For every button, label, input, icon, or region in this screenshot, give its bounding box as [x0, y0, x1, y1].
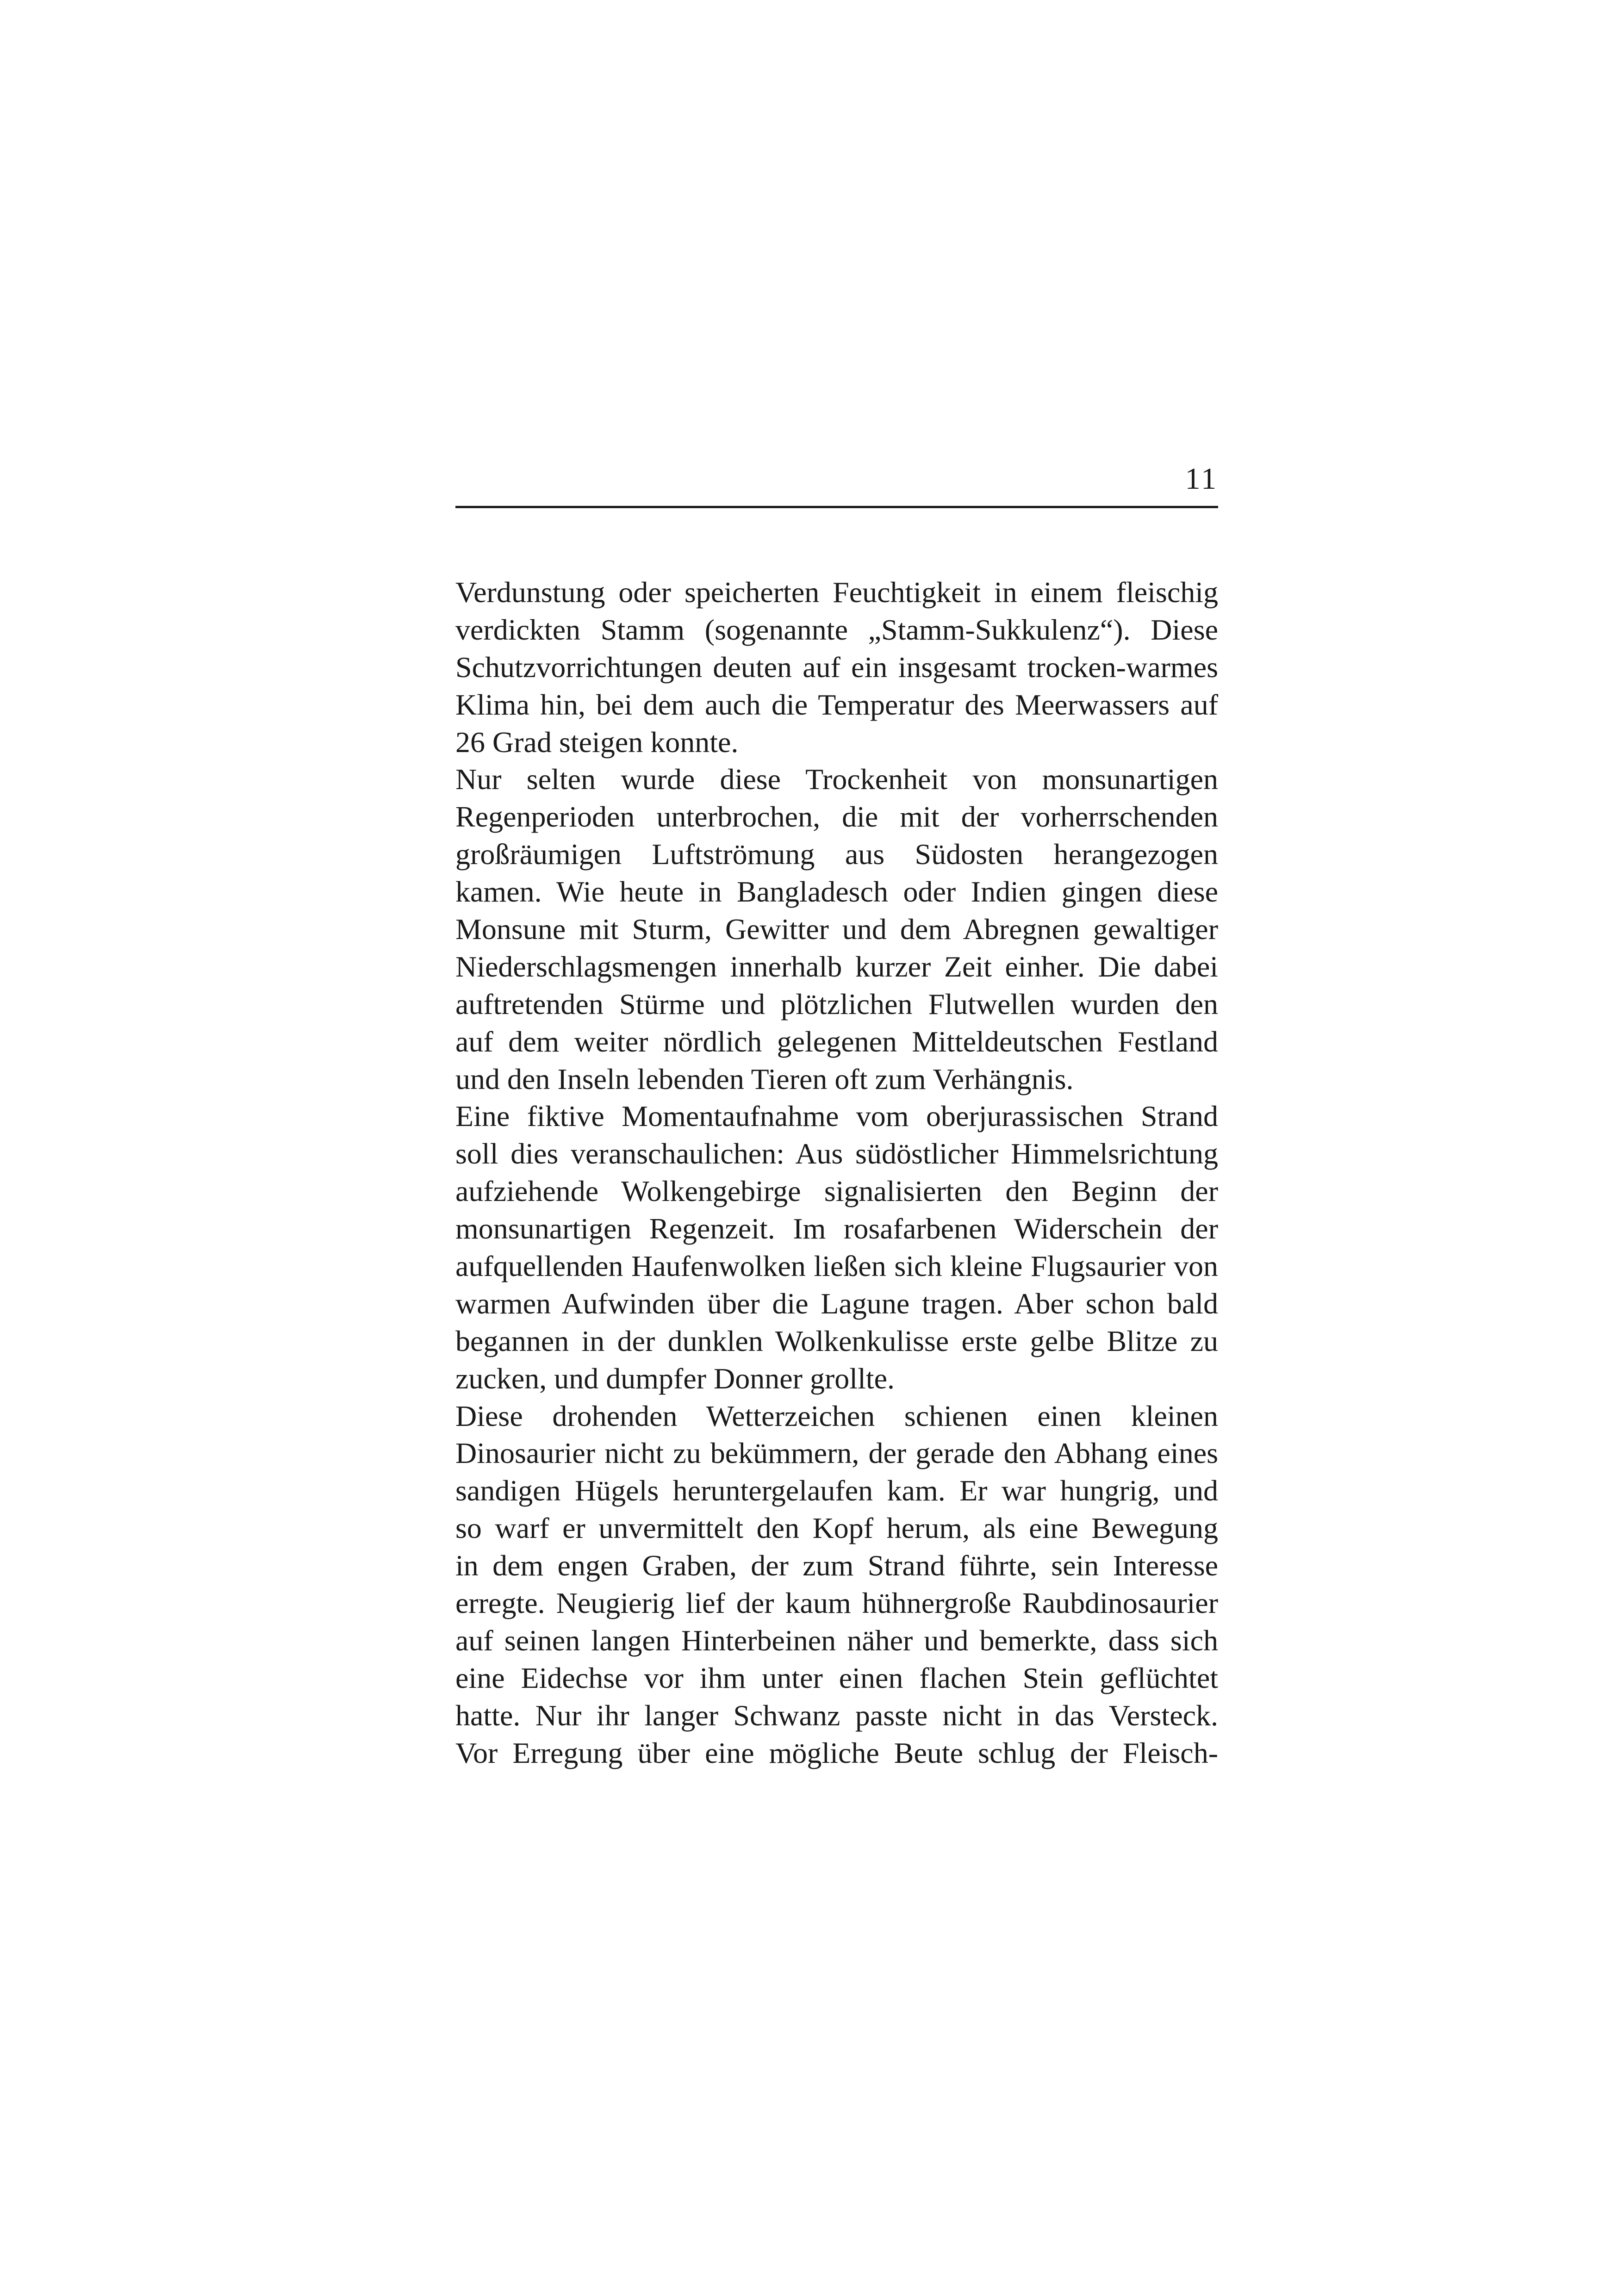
text-line: Eine fiktive Momentaufnahme vom oberjurassischen Strand — [455, 1100, 1218, 1133]
body-text — [455, 574, 1218, 1772]
text-line: aufziehende Wolkengebirge signalisierten den Beginn der — [455, 1175, 1218, 1208]
text-line: erregte. Neugierig lief der kaum hühnergroße Raubdinosaurier — [455, 1587, 1218, 1620]
text-line: aufquellenden Haufenwolken ließen sich kleine Flugsaurier von — [455, 1250, 1218, 1283]
text-line: Regenperioden unterbrochen, die mit der vorherrschenden — [455, 800, 1218, 834]
text-line: auf seinen langen Hinterbeinen näher und bemerkte, dass sich — [455, 1624, 1218, 1657]
text-line: eine Eidechse vor ihm unter einen flachen Stein geflüchtet — [455, 1661, 1218, 1694]
text-line: kamen. Wie heute in Bangladesch oder Indien gingen diese — [455, 875, 1218, 908]
text-line: Monsune mit Sturm, Gewitter und dem Abregnen gewaltiger — [455, 913, 1218, 946]
page-number: 11 — [1185, 462, 1218, 496]
text-line: soll dies veranschaulichen: Aus südöstlicher Himmelsrichtung — [455, 1137, 1218, 1170]
text-line: in dem engen Graben, der zum Strand führte, sein Interesse — [455, 1549, 1218, 1582]
page-header — [455, 460, 1218, 508]
text-line: begannen in der dunklen Wolkenkulisse erste gelbe Blitze zu — [455, 1324, 1218, 1357]
text-line: so warf er unvermittelt den Kopf herum, als eine Bewegung — [455, 1512, 1218, 1545]
text-line: warmen Aufwinden über die Lagune tragen. Aber schon bald — [455, 1287, 1218, 1320]
text-line: großräumigen Luftströmung aus Südosten herangezogen — [455, 838, 1218, 871]
text-line: verdickten Stamm (sogenannte „Stamm-Sukkulenz“). Diese — [455, 613, 1218, 646]
text-line: Diese drohenden Wetterzeichen schienen einen kleinen — [455, 1399, 1218, 1432]
text-line: und den Inseln lebenden Tieren oft zum Verhängnis. — [455, 1062, 1074, 1095]
text-line: auf dem weiter nördlich gelegenen Mitteldeutschen Festland — [455, 1025, 1218, 1058]
text-line: 26 Grad steigen konnte. — [455, 725, 739, 759]
text-line: auftretenden Stürme und plötzlichen Flutwellen wurden den — [455, 987, 1218, 1020]
text-line: Schutzvorrichtungen deuten auf ein insgesamt trocken-warmes — [455, 650, 1218, 684]
text-line: hatte. Nur ihr langer Schwanz passte nicht in das Versteck. — [455, 1699, 1218, 1732]
text-line: Klima hin, bei dem auch die Temperatur des Meerwassers auf — [455, 688, 1218, 721]
text-line: Niederschlagsmengen innerhalb kurzer Zeit einher. Die dabei — [455, 950, 1218, 983]
text-line: Verdunstung oder speicherten Feuchtigkeit in einem fleischig — [455, 576, 1218, 609]
text-line: monsunartigen Regenzeit. Im rosafarbenen Widerschein der — [455, 1212, 1218, 1245]
text-line: Vor Erregung über eine mögliche Beute schlug der Fleisch- — [455, 1736, 1218, 1769]
text-line: Dinosaurier nicht zu bekümmern, der gerade den Abhang eines — [455, 1437, 1218, 1470]
text-line: zucken, und dumpfer Donner grollte. — [455, 1362, 895, 1395]
text-line: sandigen Hügels heruntergelaufen kam. Er war hungrig, und — [455, 1474, 1218, 1507]
text-line: Nur selten wurde diese Trockenheit von monsunartigen — [455, 763, 1218, 796]
